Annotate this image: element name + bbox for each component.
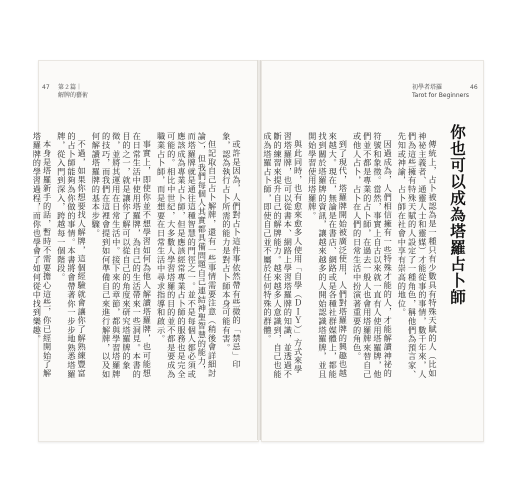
left-paragraph-2: 但記取自己占卜解牌，還有一些事情需要注意（稍後會詳細討論），但我們每個人其實都具備問題自己連結神聖智慧的能力，而塔羅牌就是通往這種智慧的門徑之一。並不是每個人都必須或應該成為專業占卜師，但是應該經常專業占卜師的服務也是完全可能的。相比中世紀，大多數人學習塔羅的目的並不都是要成為職業占卜師，而是想要在日常生活中尋求指導和啟示。 — [156, 132, 218, 379]
right-page-number: 46 — [470, 84, 478, 91]
left-running-header-chapter: 第２篇｜ — [58, 84, 83, 91]
left-paragraph-3: 事實上，即使你並不想學習如何為他人解讀塔羅牌，也可能想在日常生活中使用塔羅牌，為自己的生活帶來一些洞見。本書的目的之一，就是讓你了解可以從自己的角度來研究塔羅牌的象徵，並將其運用在日常生活中。接下來的章節，都與學習塔羅牌的技巧，而我們在這裡會提到如何準備自己來進行解牌，以及如何解讀塔羅牌的基本步驟。 — [91, 132, 153, 379]
right-paragraph-2: 因過成為，人們相信擁有一些特殊才能的人，才能解讀神祕的符號和象徵。當然，事實上自古以來就一直有人使用塔羅牌，他們並不都是專業的占卜師，在過去一般人也會用塔羅牌來替自己或他人占卜，占卜在人們的日常生活中扮演著重要的角色。 — [352, 132, 394, 379]
left-paragraph-1: 或許是因為，人們對占卜這件事依然帶有些微的「禁忌」印象，認為執行占卜所需的能力是對占卜師本身可能有害。 — [221, 132, 242, 369]
right-paragraph-3: 到了現代，塔羅牌開始被廣泛使用，人們對塔羅牌的興趣也越來越大。現在，無論是在書店、網路或是各種社群媒體上，都能找到關於塔羅牌的資訊，讓越來越多的人開始認識塔羅牌，並且開始學習使用塔羅牌。 — [307, 132, 349, 379]
right-running-header — [412, 84, 469, 100]
right-running-header-subtitle: Tarot for Beginners — [412, 92, 469, 99]
right-running-header-title: 初學者塔羅 — [412, 84, 443, 91]
left-paragraph-5: 本身是塔羅新手的話，暫時不需要擔心這些，你已經開始了解塔羅牌的學習過程，而你也學會了如何從中找到樂趣。 — [32, 132, 53, 378]
left-paragraph-4: 不過，如果你想要找人解牌，這個經驗就會讓你了解熟練豐富的占卜師能夠為你做的事情。本書將會帶著你一步步地熟悉塔羅牌，從入門到深入，跨越每一個階段。 — [56, 132, 88, 379]
right-page-body — [262, 132, 438, 382]
right-paragraph-1: 傳統上，占卜被認為是一種只有少數具有特殊天賦的人（比如神祕主義者、通靈人士和靈媒）才能從事的事情，數千年來，人們為這些擁有特殊天賦的人設定了一種角色，稱他們為預言家、先知或神諭，占卜師在社會中享有崇高的地位。 — [397, 132, 438, 379]
left-page-number: 47 — [42, 84, 50, 91]
left-running-header-title: 解牌的藝術 — [58, 92, 89, 99]
right-paragraph-4: 與此同時，也有愈來愈多人使用「自學（ＤＩＹ）」方式來學習塔羅牌，也可以從書本、網路上學習塔羅牌的知識，並透過不斷的練習來提升自己的解牌能力。越來越多人意識到，自己也能成為塔羅占卜師，即使自己並不屬於任何特殊的群體。 — [262, 132, 304, 379]
left-page-body — [32, 132, 242, 382]
left-running-header — [58, 84, 88, 100]
chapter-heading: 你也可以成為塔羅占卜師 — [448, 124, 466, 306]
